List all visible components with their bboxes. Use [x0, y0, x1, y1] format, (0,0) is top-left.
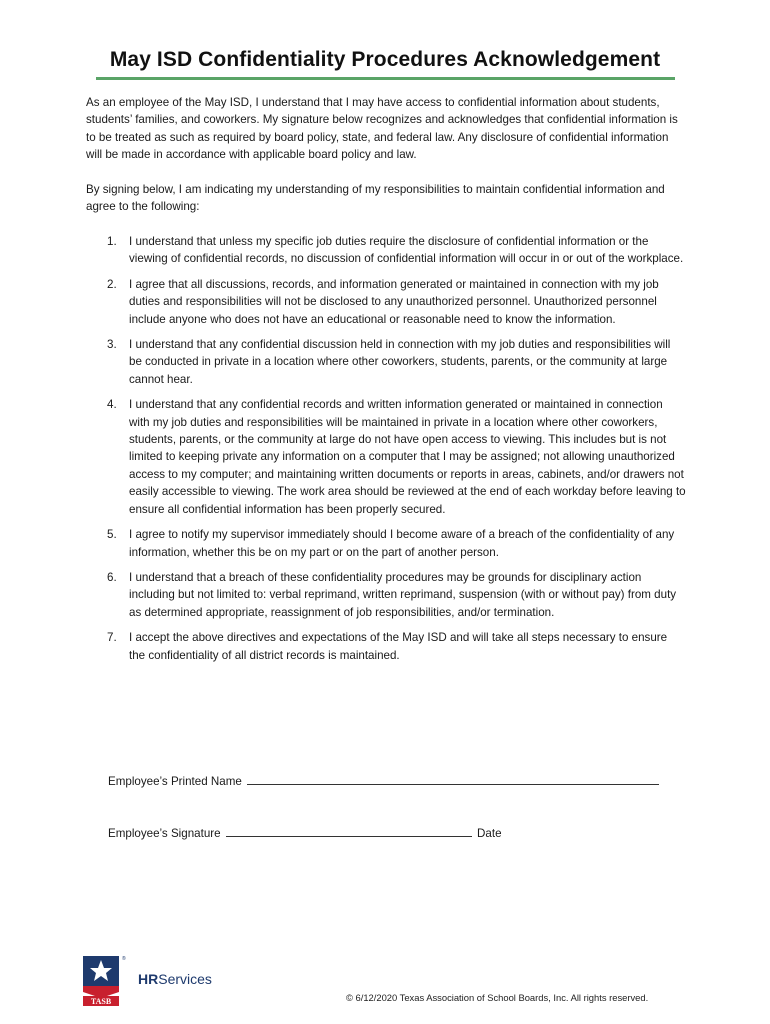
list-item — [86, 276, 686, 328]
title-underline — [96, 77, 675, 80]
list-item-number: 3. — [107, 338, 117, 352]
list-item — [86, 336, 686, 388]
list-item-text: I understand that a breach of these confidentiality procedures may be grounds for disciplinary action including but not limited to: verbal reprimand, written reprimand, suspension (with or without pay) from duty as determined appropriate, reassignment of job responsibilities, and/or termination. — [129, 570, 677, 619]
hr-services-rest: Services — [158, 971, 212, 987]
printed-name-label: Employee’s Printed Name — [108, 775, 242, 788]
list-item-text: I agree that all discussions, records, and information generated or maintained in connection with my job duties and responsibilities will not be disclosed to any unauthorized personnel. Unauthorized personnel include anyone who does not have an educational or reasonable need to know the information. — [129, 277, 659, 326]
list-item-number: 1. — [107, 235, 117, 248]
list-item — [86, 629, 686, 664]
acknowledgement-list — [86, 233, 686, 672]
signature-row — [108, 826, 502, 840]
list-item-number: 6. — [107, 570, 117, 584]
printed-name-row — [108, 774, 661, 788]
tasb-logo — [83, 952, 125, 1006]
list-item-text: I accept the above directives and expectations of the May ISD and will take all steps necessary to ensure the confidentiality of all district records is maintained. — [129, 631, 668, 662]
list-item-number: 5. — [107, 528, 117, 542]
list-item-number: 4. — [107, 398, 117, 412]
hr-services-brand — [138, 971, 212, 987]
printed-name-field[interactable] — [247, 774, 659, 785]
copyright-notice: © 6/12/2020 Texas Association of School Boards, Inc. All rights reserved. — [346, 992, 649, 1003]
signature-field[interactable] — [226, 826, 472, 837]
list-item-text: I understand that any confidential discussion held in connection with my job duties and responsibilities will be conducted in private in a location where other coworkers, students, parents, or the community at large cannot hear. — [129, 338, 671, 386]
document-title: May ISD Confidentiality Procedures Acknowledgement — [109, 48, 661, 71]
list-item — [86, 396, 686, 518]
list-item-text: I understand that unless my specific job duties require the disclosure of confidential information or the viewing of confidential records, no discussion of confidential information will occur in or out of the workplace. — [129, 235, 684, 266]
list-item-text: I understand that any confidential records and written information generated or maintained in connection with my job duties and responsibilities will be maintained in private in a location where other coworkers, students, parents, or the community at large do not have open access to viewing. This includes but is not limited to keeping private any information on a computer that I may be assigned; not allowing unauthorized access to my computer; and maintaining written documents or reports in areas, cabinets, and/or drawers not easily accessible to viewing. The work area should be reviewed at the end of each workday before leaving to ensure all confidential information has been properly secured. — [129, 398, 686, 516]
list-item — [86, 526, 686, 561]
signature-label: Employee’s Signature — [108, 827, 221, 840]
logo-text: TASB — [90, 997, 112, 1006]
list-item-number: 7. — [107, 631, 117, 645]
list-item-text: I agree to notify my supervisor immediately should I become aware of a breach of the confidentiality of any information, whether this be on my part or on the part of another person. — [129, 528, 675, 559]
intro-paragraph: As an employee of the May ISD, I understand that I may have access to confidential information about students, students’ families, and coworkers. My signature below recognizes and acknowledges that confidential information is to be treated as such as required by board policy, state, and federal law. Any disclosure of confidential information will be made in accordance with applicable board policy and law. — [86, 96, 678, 162]
list-item-number: 2. — [107, 277, 117, 291]
date-label: Date — [477, 827, 502, 840]
lead-in-paragraph: By signing below, I am indicating my understanding of my responsibilities to maintain confidential information and agree to the following: — [86, 183, 665, 214]
hr-services-bold: HR — [138, 971, 159, 987]
list-item — [86, 233, 686, 268]
list-item — [86, 569, 686, 621]
registered-mark: ® — [122, 956, 126, 962]
